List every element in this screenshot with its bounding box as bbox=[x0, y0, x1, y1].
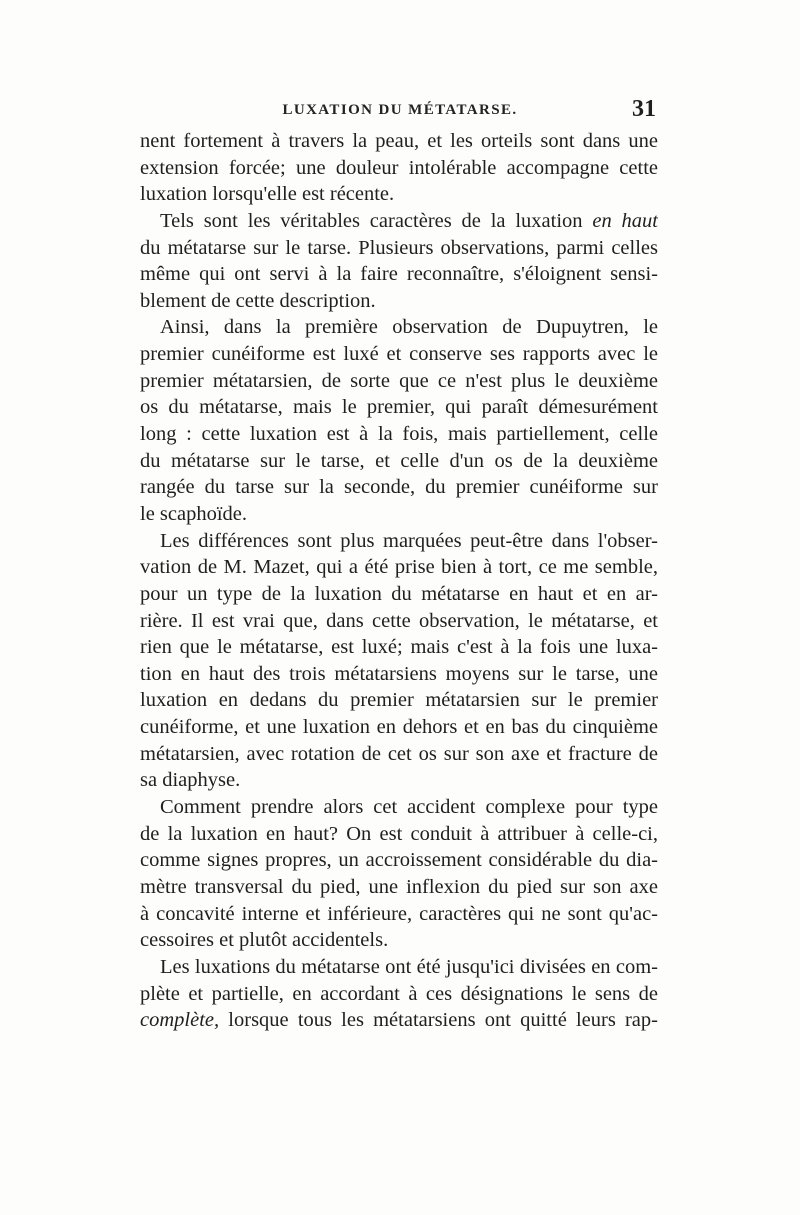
line-text: os du métatarse, mais le premier, qui paraît démesurément bbox=[140, 396, 658, 419]
text-line bbox=[140, 794, 658, 821]
line-text: pour un type de la luxation du métatarse en haut et en ar- bbox=[140, 582, 658, 605]
text-line bbox=[140, 1007, 658, 1034]
text-line bbox=[140, 155, 658, 182]
line-text: rien que le métatarse, est luxé; mais c'est à la fois une luxa- bbox=[140, 636, 658, 659]
text-line bbox=[140, 767, 658, 794]
line-text: plète et partielle, en accordant à ces désignations le sens de bbox=[140, 982, 658, 1005]
line-text: Les luxations du métatarse ont été jusqu'ici divisées en com- bbox=[160, 955, 658, 978]
text-line bbox=[140, 661, 658, 688]
text-line bbox=[140, 741, 658, 768]
page-header bbox=[140, 96, 660, 124]
text-line bbox=[140, 954, 658, 981]
line-text: vation de M. Mazet, qui a été prise bien à tort, ce me semble, bbox=[140, 556, 658, 579]
italic-text: en haut bbox=[592, 209, 658, 232]
line-text: du métatarse sur le tarse, et celle d'un os de la deuxième bbox=[140, 449, 658, 472]
line-text: nent fortement à travers la peau, et les orteils sont dans une bbox=[140, 130, 658, 152]
line-text: même qui ont servi à la faire reconnaître, s'éloignent sensi- bbox=[140, 263, 658, 286]
text-line bbox=[140, 528, 658, 555]
line-text: de la luxation en haut? On est conduit à attribuer à celle-ci, bbox=[140, 822, 658, 845]
line-text: long : cette luxation est à la fois, mais partiellement, celle bbox=[140, 423, 658, 446]
text-line bbox=[140, 874, 658, 901]
line-text: Tels sont les véritables caractères de la luxation bbox=[160, 209, 593, 232]
text-line bbox=[140, 288, 658, 315]
text-line bbox=[140, 261, 658, 288]
text-line bbox=[140, 421, 658, 448]
line-text: Ainsi, dans la première observation de Dupuytren, le bbox=[160, 316, 658, 339]
text-line bbox=[140, 128, 658, 155]
text-line bbox=[140, 368, 658, 395]
text-line bbox=[140, 314, 658, 341]
running-title: LUXATION DU MÉTATARSE. bbox=[282, 102, 518, 118]
text-line bbox=[140, 394, 658, 421]
text-line bbox=[140, 687, 658, 714]
line-text: Les différences sont plus marquées peut-être dans l'obser- bbox=[160, 529, 658, 552]
line-text: luxation en dedans du premier métatarsien sur le premier bbox=[140, 689, 658, 712]
text-line bbox=[140, 634, 658, 661]
text-line bbox=[140, 341, 658, 368]
text-line bbox=[140, 474, 658, 501]
text-line bbox=[140, 901, 658, 928]
text-line bbox=[140, 181, 658, 208]
page-number: 31 bbox=[632, 96, 656, 122]
italic-text: complète, bbox=[140, 1009, 220, 1032]
text-line bbox=[140, 448, 658, 475]
text-line bbox=[140, 714, 658, 741]
line-text: du métatarse sur le tarse. Plusieurs observations, parmi celles bbox=[140, 236, 658, 259]
line-text: lorsque tous les métatarsiens ont quitté leurs rap- bbox=[219, 1009, 658, 1032]
line-text: à concavité interne et inférieure, caractères qui ne sont qu'ac- bbox=[140, 902, 658, 925]
text-line bbox=[140, 501, 658, 528]
text-line bbox=[140, 927, 658, 954]
text-line bbox=[140, 554, 658, 581]
line-text: métatarsien, avec rotation de cet os sur son axe et fracture de bbox=[140, 742, 658, 765]
line-text: cunéiforme, et une luxation en dehors et en bas du cinquième bbox=[140, 716, 658, 739]
text-line bbox=[140, 981, 658, 1008]
line-text: premier cunéiforme est luxé et conserve ses rapports avec le bbox=[140, 343, 658, 366]
line-text: rière. Il est vrai que, dans cette observation, le métatarse, et bbox=[140, 609, 658, 632]
line-text: tion en haut des trois métatarsiens moyens sur le tarse, une bbox=[140, 662, 658, 685]
line-text: blement de cette description. bbox=[140, 289, 376, 312]
text-line bbox=[140, 581, 658, 608]
line-text: rangée du tarse sur la seconde, du premier cunéiforme sur bbox=[140, 476, 658, 499]
line-text: premier métatarsien, de sorte que ce n'est plus le deuxième bbox=[140, 369, 658, 392]
line-text: comme signes propres, un accroissement considérable du dia- bbox=[140, 849, 658, 872]
line-text: extension forcée; une douleur intolérable accompagne cette bbox=[140, 156, 658, 179]
line-text: Comment prendre alors cet accident complexe pour type bbox=[160, 796, 658, 819]
text-line bbox=[140, 208, 658, 235]
text-line bbox=[140, 235, 658, 262]
line-text: sa diaphyse. bbox=[140, 769, 241, 792]
text-line bbox=[140, 847, 658, 874]
line-text: mètre transversal du pied, une inflexion du pied sur son axe bbox=[140, 875, 658, 898]
text-line bbox=[140, 821, 658, 848]
body-text bbox=[140, 128, 658, 1034]
line-text: cessoires et plutôt accidentels. bbox=[140, 929, 389, 952]
line-text: le scaphoïde. bbox=[140, 502, 248, 525]
line-text: luxation lorsqu'elle est récente. bbox=[140, 183, 395, 206]
text-line bbox=[140, 608, 658, 635]
